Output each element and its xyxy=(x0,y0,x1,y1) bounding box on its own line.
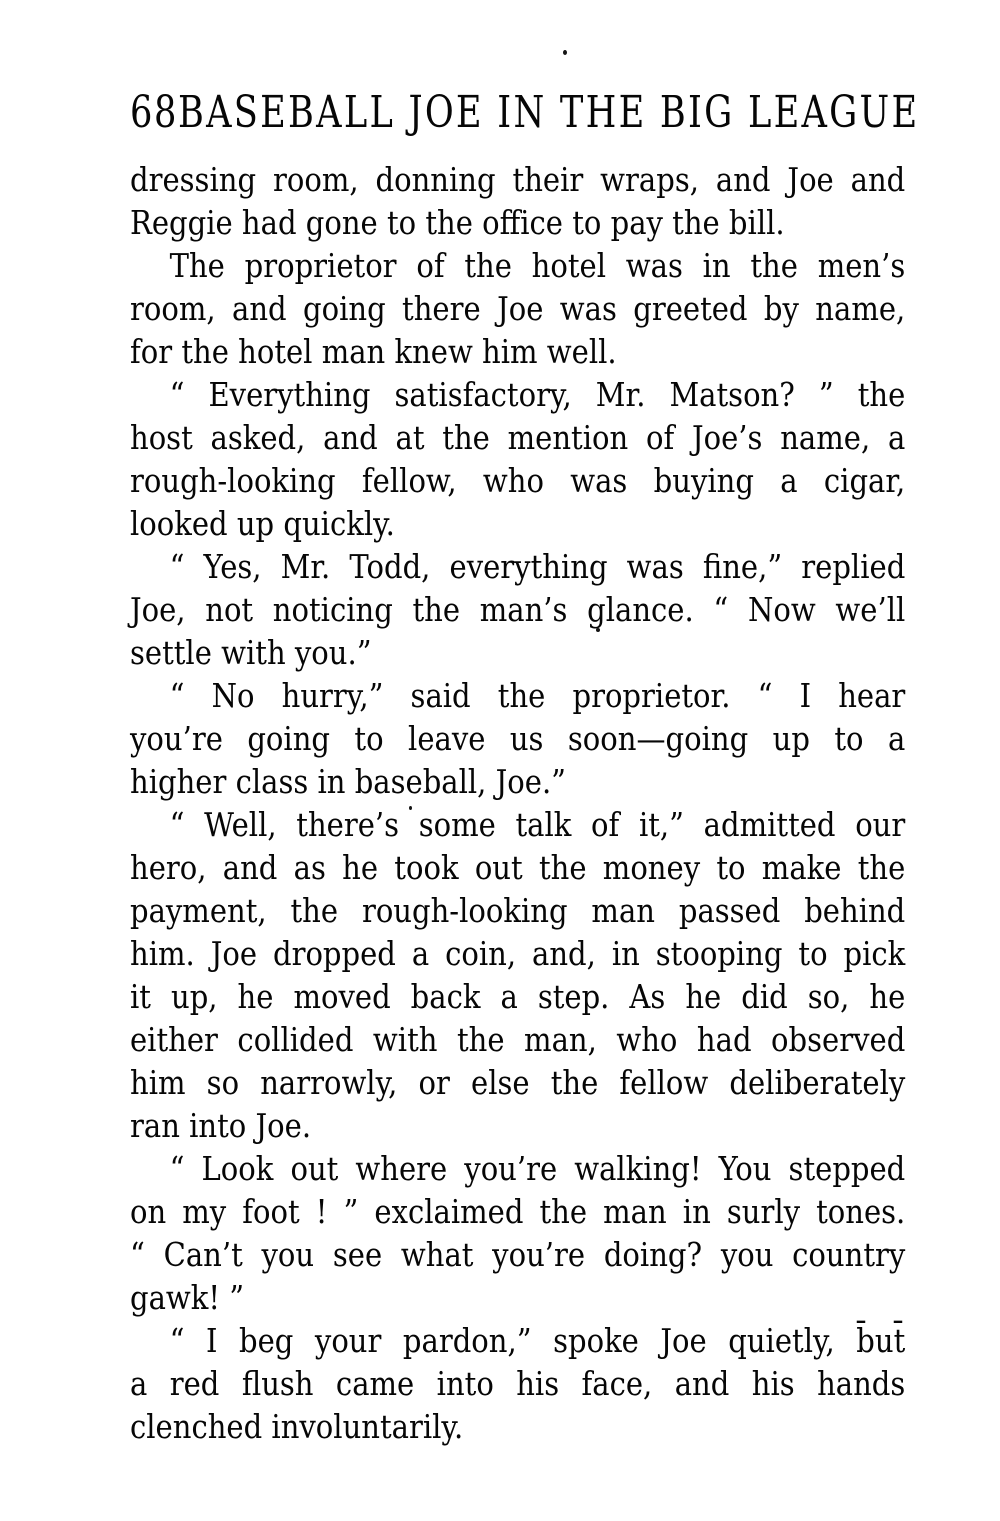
text-line: him. Joe dropped a coin, and, in stooping to pick xyxy=(130,934,906,973)
text-line: “ Well, there’s some talk of it,” admitted our xyxy=(169,805,906,844)
text-line: for the hotel man knew him well. xyxy=(130,332,617,371)
text-line: hero, and as he took out the money to make the xyxy=(130,848,906,887)
text-line: “ Look out where you’re walking! You stepped xyxy=(169,1149,906,1188)
text-line: looked up quickly. xyxy=(130,504,395,543)
text-line: The proprietor of the hotel was in the men’s xyxy=(169,246,906,285)
text-line: you’re going to leave us soon—going up to a xyxy=(130,719,906,758)
text-line: host asked, and at the mention of Joe’s name, a xyxy=(130,418,906,457)
text-line: rough-looking fellow, who was buying a cigar, xyxy=(130,461,906,500)
running-title: BASEBALL JOE IN THE BIG LEAGUE xyxy=(178,87,920,138)
text-line: him so narrowly, or else the fellow deliberately xyxy=(130,1063,906,1102)
text-line: “ Yes, Mr. Todd, everything was fine,” replied xyxy=(169,547,906,586)
page-header xyxy=(130,87,920,138)
text-line: “ Everything satisfactory, Mr. Matson? ” the xyxy=(169,375,906,414)
page-number: 68 xyxy=(130,87,178,138)
text-line: a red flush came into his face, and his hands xyxy=(130,1364,906,1403)
text-line: dressing room, donning their wraps, and Joe and xyxy=(130,160,906,199)
text-line: settle with you.” xyxy=(130,633,372,672)
text-line: room, and going there Joe was greeted by name, xyxy=(130,289,906,328)
text-line: ran into Joe. xyxy=(130,1106,312,1145)
text-line: “ No hurry,” said the proprietor. “ I hear xyxy=(169,676,906,715)
text-line: gawk! ” xyxy=(130,1278,245,1317)
text-line: Joe, not noticing the man’s glance. “ Now we’ll xyxy=(130,590,906,629)
text-line: “ Can’t you see what you’re doing? you country xyxy=(130,1235,906,1274)
text-line: “ I beg your pardon,” spoke Joe quietly, b̄ut̄ xyxy=(169,1321,906,1360)
text-line: it up, he moved back a step. As he did so, he xyxy=(130,977,906,1016)
text-line: payment, the rough-looking man passed behind xyxy=(130,891,906,930)
text-line: higher class in baseball, Joe.” xyxy=(130,762,567,801)
body-text xyxy=(130,158,905,1448)
text-line: on my foot ! ” exclaimed the man in surly tones. xyxy=(130,1192,906,1231)
text-line: either collided with the man, who had observed xyxy=(130,1020,906,1059)
ink-speck xyxy=(563,50,567,55)
text-line: Reggie had gone to the office to pay the bill. xyxy=(130,203,785,242)
text-line: clenched involuntarily. xyxy=(130,1407,464,1446)
